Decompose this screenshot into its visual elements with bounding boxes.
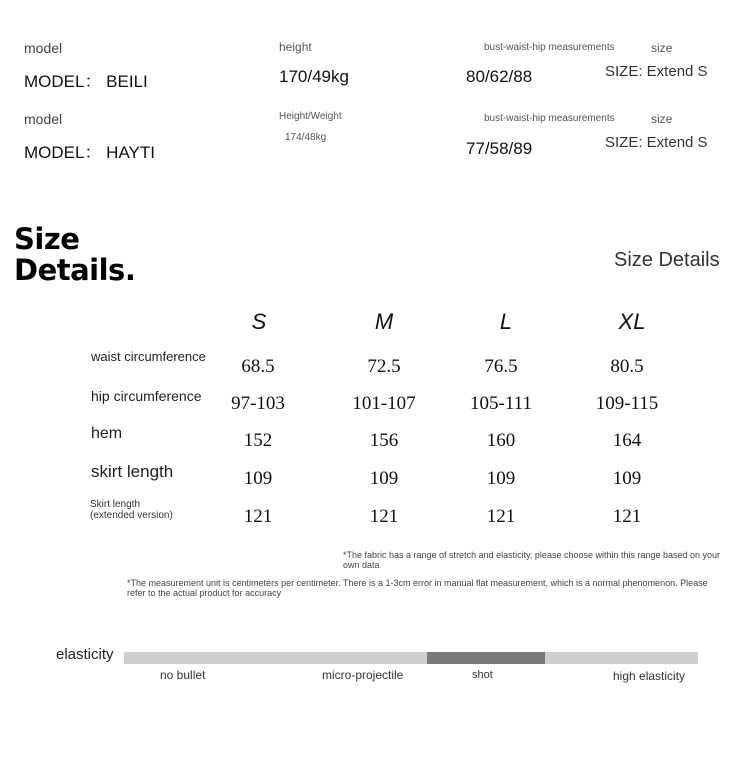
elasticity-level-no-bullet: no bullet — [160, 668, 206, 682]
row-label-hip: hip circumference — [91, 388, 202, 404]
model-1-name: MODEL： BEILI — [24, 72, 148, 91]
table-cell: 109 — [369, 468, 399, 489]
model-1-label: model — [24, 40, 63, 56]
table-cell: 80.5 — [610, 356, 644, 377]
row-label-line2: (extended version) — [90, 510, 173, 521]
model-1-bwh-value: 80/62/88 — [466, 67, 533, 86]
table-cell: 121 — [369, 506, 399, 527]
col-head-xl: XL — [618, 309, 646, 334]
col-head-s: S — [251, 309, 267, 334]
table-cell: 101-107 — [352, 393, 416, 414]
model-2-bwh-value: 77/58/89 — [466, 139, 533, 158]
model-2-label: model — [24, 111, 63, 127]
model-1-height-value: 170/49kg — [279, 67, 349, 86]
model-2-name: MODEL： HAYTI — [24, 143, 155, 162]
table-cell: 109 — [243, 468, 273, 489]
table-cell: 156 — [369, 430, 399, 451]
model-1-size-label: size — [651, 41, 673, 55]
row-label-waist: waist circumference — [91, 349, 206, 364]
elasticity-level-shot: shot — [472, 669, 493, 681]
elasticity-track-high — [545, 652, 698, 664]
model-1-size-value: SIZE: Extend S — [605, 63, 708, 80]
note-measurement-error: *The measurement unit is centimeters per centimeter. There is a 1-3cm error in manual flat measurement, which is a normal phenomenon. Please refer to the actual product for accuracy — [127, 578, 708, 598]
table-cell: 160 — [486, 430, 516, 451]
model-1-bwh-label: bust-waist-hip measurements — [484, 42, 615, 53]
table-cell: 76.5 — [484, 356, 518, 377]
section-title-line1: Size — [14, 222, 80, 256]
elasticity-level-micro-projectile: micro-projectile — [322, 668, 404, 682]
table-cell: 121 — [243, 506, 273, 527]
section-subtitle: Size Details — [614, 249, 720, 271]
model-2-bwh-label: bust-waist-hip measurements — [484, 113, 615, 124]
elasticity-label: elasticity — [56, 646, 114, 663]
elasticity-selected-segment — [427, 652, 545, 664]
table-cell: 121 — [612, 506, 642, 527]
model-1-height-label: height — [279, 40, 312, 54]
table-cell: 109 — [486, 468, 516, 489]
row-label-line1: Skirt length — [90, 499, 141, 510]
table-cell: 105-111 — [470, 393, 532, 414]
table-cell: 121 — [486, 506, 516, 527]
section-title — [14, 224, 135, 286]
note-fabric-stretch: *The fabric has a range of stretch and elasticity, please choose within this range based on your own data — [343, 550, 721, 570]
model-2-size-value: SIZE: Extend S — [605, 134, 708, 151]
model-2-height-label: Height/Weight — [279, 111, 342, 122]
section-title-line2: Details. — [14, 253, 136, 287]
row-label-hem: hem — [91, 425, 123, 442]
table-cell: 109 — [612, 468, 642, 489]
table-cell: 109-115 — [595, 393, 659, 414]
col-head-l: L — [499, 309, 513, 334]
elasticity-track-low — [124, 652, 427, 664]
table-cell: 72.5 — [367, 356, 401, 377]
model-2-size-label: size — [651, 112, 673, 126]
table-cell: 152 — [243, 430, 273, 451]
model-2-height-value: 174/48kg — [285, 132, 327, 143]
row-label-skirt-length-extended — [90, 499, 173, 521]
col-head-m: M — [374, 309, 394, 334]
table-cell: 68.5 — [241, 356, 275, 377]
table-cell: 97-103 — [231, 393, 285, 414]
table-cell: 164 — [612, 430, 642, 451]
row-label-skirt-length: skirt length — [91, 462, 174, 481]
elasticity-level-high: high elasticity — [613, 669, 686, 683]
